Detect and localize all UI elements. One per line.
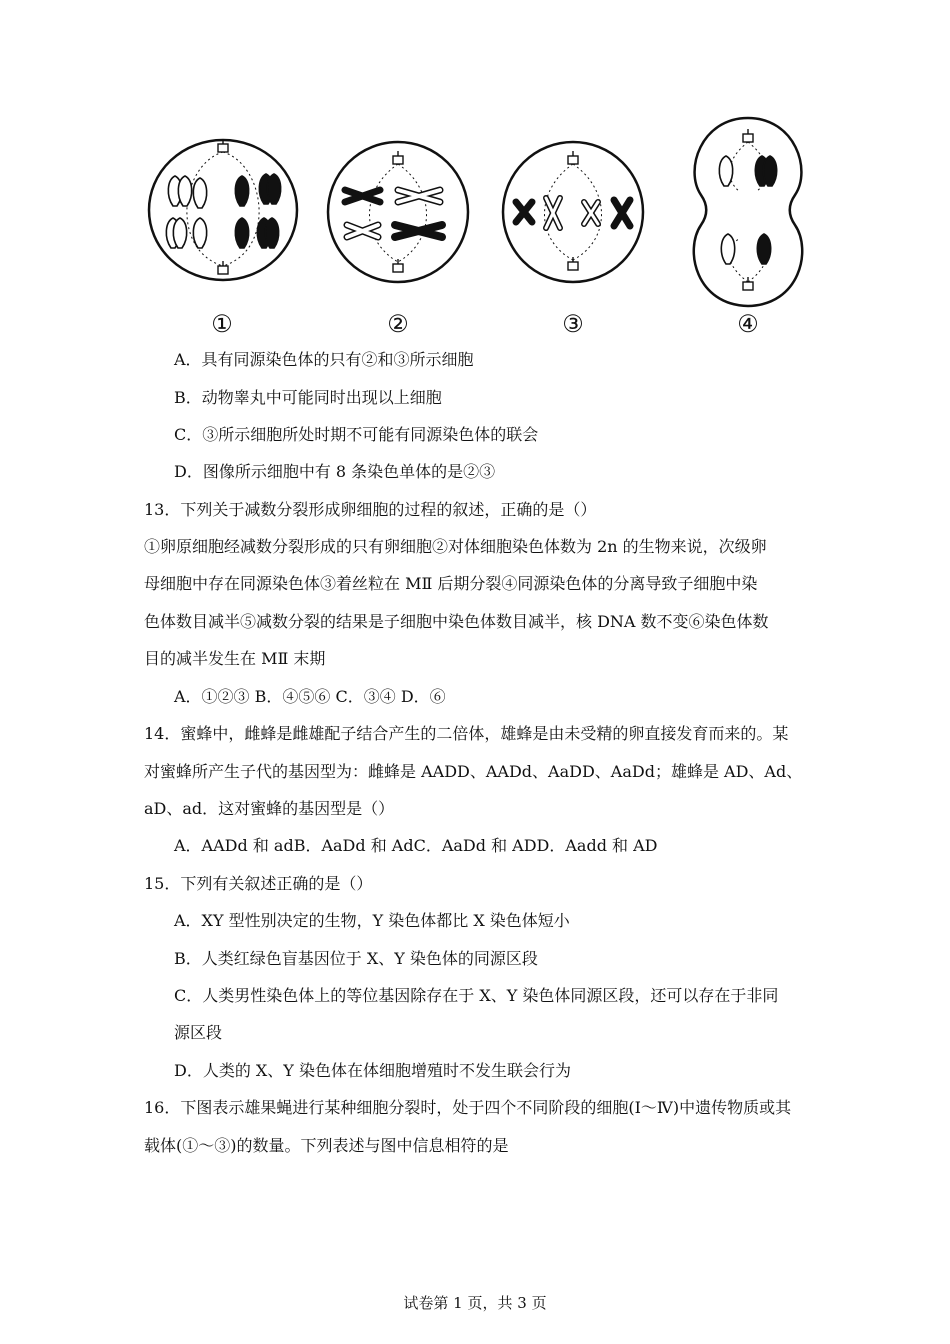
q16-line-2: 载体(①～③)的数量。下列表述与图中信息相符的是 xyxy=(144,1136,509,1155)
cell-division-figure xyxy=(140,110,820,345)
cell-1 xyxy=(149,139,297,280)
figure-label-3: ③ xyxy=(562,310,584,338)
q12-option-a: A．具有同源染色体的只有②和③所示细胞 xyxy=(174,350,474,369)
q12-option-b: B．动物睾丸中可能同时出现以上细胞 xyxy=(174,388,442,407)
q15-option-c: C．人类男性染色体上的等位基因除存在于 X、Y 染色体同源区段，还可以存在于非同 xyxy=(174,986,779,1005)
q15-option-a: A．XY 型性别决定的生物，Y 染色体都比 X 染色体短小 xyxy=(174,911,570,930)
cell-2 xyxy=(328,142,468,282)
q15-stem: 15．下列有关叙述正确的是（） xyxy=(144,874,373,893)
figure-label-1: ① xyxy=(211,310,233,338)
q16-line-1: 16．下图表示雄果蝇进行某种细胞分裂时，处于四个不同阶段的细胞(Ⅰ～Ⅳ)中遗传物质或其 xyxy=(144,1098,792,1117)
page-footer: 试卷第 1 页，共 3 页 xyxy=(403,1294,547,1312)
q13-line-3: 色体数目减半⑤减数分裂的结果是子细胞中染色体数目减半，核 DNA 数不变⑥染色体数 xyxy=(144,612,769,631)
q14-line-2: 对蜜蜂所产生子代的基因型为：雌蜂是 AADD、AADd、AaDD、AaDd；雄蜂是 AD、Ad、 xyxy=(144,762,803,781)
q14-line-1: 14．蜜蜂中，雌蜂是雌雄配子结合产生的二倍体，雄蜂是由未受精的卵直接发育而来的。某 xyxy=(144,724,789,743)
q15-option-c-cont: 源区段 xyxy=(174,1023,223,1042)
q15-option-d: D．人类的 X、Y 染色体在体细胞增殖时不发生联会行为 xyxy=(174,1061,571,1080)
q13-line-2: 母细胞中存在同源染色体③着丝粒在 MⅡ 后期分裂④同源染色体的分离导致子细胞中染 xyxy=(144,574,758,593)
figure-label-2: ② xyxy=(387,310,409,338)
cell-3 xyxy=(503,142,643,282)
q13-line-1: ①卵原细胞经减数分裂形成的只有卵细胞②对体细胞染色体数为 2n 的生物来说，次级卵 xyxy=(144,537,767,556)
q13-stem: 13．下列关于减数分裂形成卵细胞的过程的叙述，正确的是（） xyxy=(144,500,597,519)
q13-options: A．①②③ B．④⑤⑥ C．③④ D．⑥ xyxy=(174,687,446,706)
q14-line-3: aD、ad．这对蜜蜂的基因型是（） xyxy=(144,799,395,818)
cell-4 xyxy=(694,118,802,306)
figure-label-4: ④ xyxy=(737,310,759,338)
q15-option-b: B．人类红绿色盲基因位于 X、Y 染色体的同源区段 xyxy=(174,949,538,968)
q12-option-c: C．③所示细胞所处时期不可能有同源染色体的联会 xyxy=(174,425,539,444)
q14-options: A．AADd 和 adB．AaDd 和 AdC．AaDd 和 ADD．Aadd 和 AD xyxy=(174,836,658,855)
q12-option-d: D．图像所示细胞中有 8 条染色单体的是②③ xyxy=(174,462,496,481)
cell-diagrams xyxy=(140,110,820,345)
q13-line-4: 目的减半发生在 MⅡ 末期 xyxy=(144,649,326,668)
